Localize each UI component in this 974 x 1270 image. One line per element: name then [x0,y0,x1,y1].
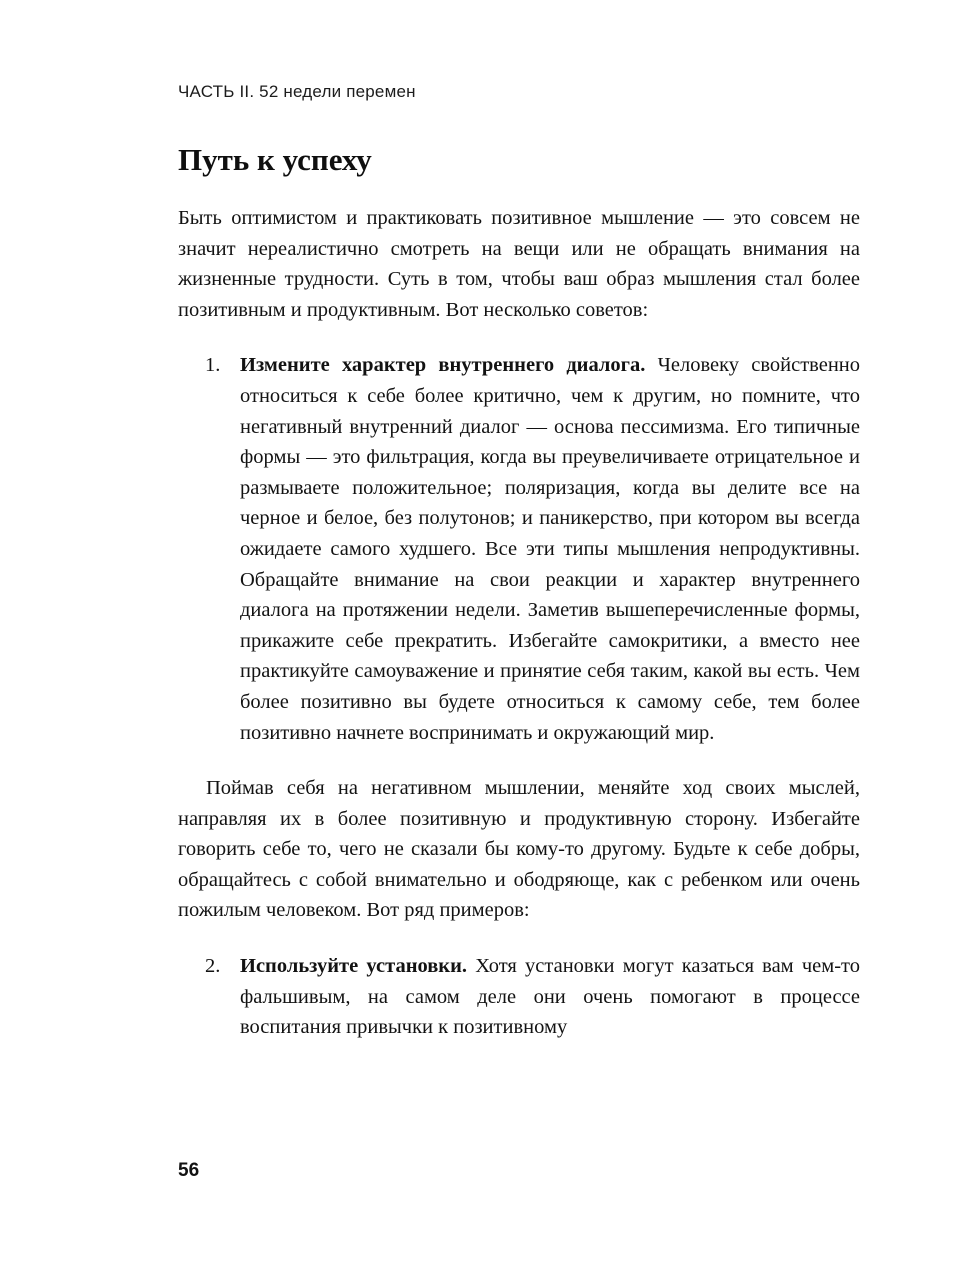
list-item [178,350,860,748]
page-number: 56 [178,1160,200,1181]
list-item-number: 1. [205,354,221,377]
list-item [178,951,860,1043]
list-item-text [240,951,860,1043]
list-item-body: Хотя установки могут казаться вам чем-то фальшивым, на самом деле они очень помогают в процессе воспитания привычки к позитивному [240,955,860,1039]
section-title: Путь к успеху [178,142,372,177]
list-item-number: 2. [205,955,221,978]
body-paragraph: Поймав себя на негативном мышлении, меняйте ход своих мыслей, направляя их в более позитивную и продуктивную сторону. Избегайте говорить себе то, чего не сказали бы кому-то другому. Будьте к себе добры, обращайтесь с собой внимательно и ободряюще, как с ребенком или очень пожилым человеком. Вот ряд примеров: [178,777,860,922]
intro-paragraph: Быть оптимистом и практиковать позитивное мышление — это совсем не значит нереалистично смотреть на вещи или не обращать внимания на жизненные трудности. Суть в том, чтобы ваш образ мышления стал более позитивным и продуктивным. Вот несколько советов: [178,207,860,321]
list-item-body: Человеку свойственно относиться к себе более критично, чем к другим, но помните, что негативный внутренний диалог — основа пессимизма. Его типичные формы — это фильтрация, когда вы преувеличиваете отрицательное и размываете положительное; поляризация, когда вы делите все на черное и белое, без полутонов; и паникерство, при котором вы всегда ожидаете самого худшего. Все эти типы мышления непродуктивны. Обращайте внимание на свои реакции и характер внутреннего диалога на протяжении недели. Заметив вышеперечисленные формы, прикажите себе прекратить. Избегайте самокритики, а вместо нее практикуйте самоуважение и принятие себя таким, какой вы есть. Чем более позитивно вы будете относиться к самому себе, тем более позитивно начнете воспринимать и окружающий мир. [240,354,861,744]
list-item-text [240,350,860,748]
list-item-lead: Используйте установки. [240,955,468,978]
running-header: ЧАСТЬ II. 52 недели перемен [178,82,416,101]
list-item-lead: Измените характер внутреннего диалога. [240,354,646,377]
